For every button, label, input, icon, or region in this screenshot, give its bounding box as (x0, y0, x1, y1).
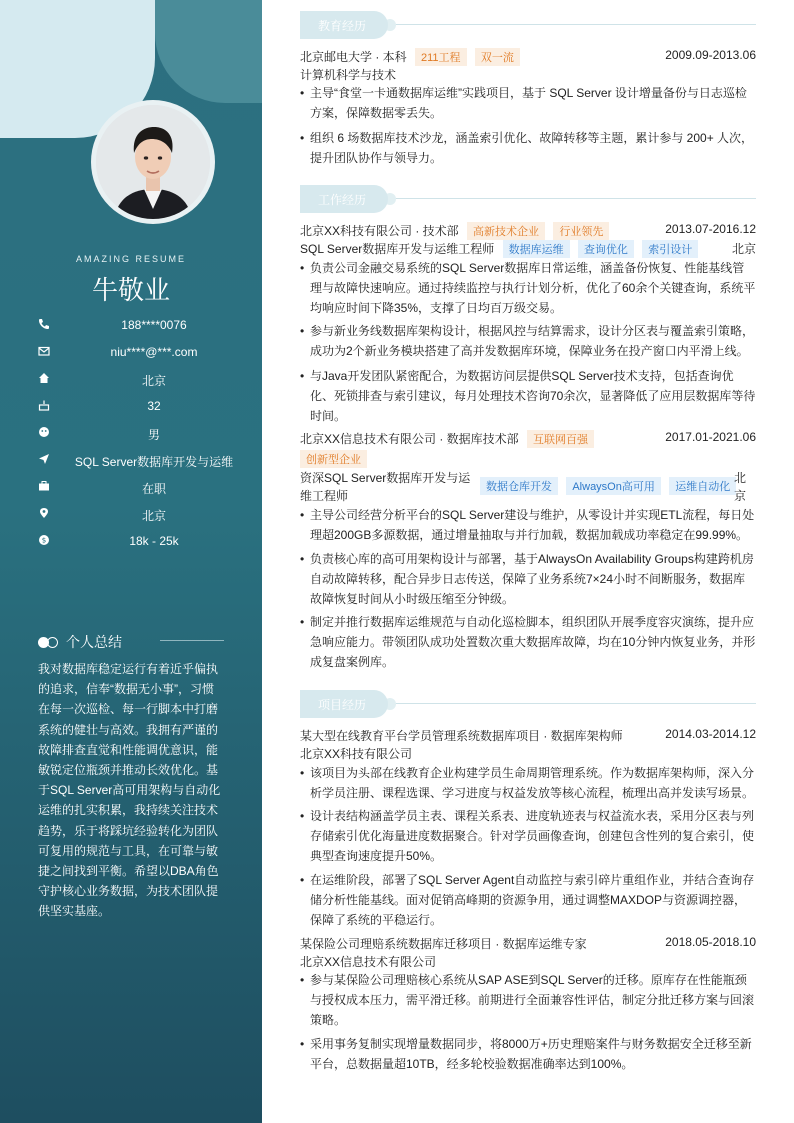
avatar-photo-icon (96, 105, 210, 219)
school-tag: 双一流 (475, 48, 520, 66)
resume-tagline: AMAZING RESUME (75, 254, 186, 264)
section-header-project (300, 690, 756, 718)
education-major: 计算机科学与技术 (300, 68, 397, 82)
project-title: 某大型在线教育平台学员管理系统数据库项目 · 数据库架构师 (300, 729, 623, 743)
work-date: 2013.07-2016.12 (665, 222, 756, 236)
section-divider (388, 703, 756, 704)
bullet-text: 制定并推行数据库运维规范与自动化巡检脚本，组织团队开展季度容灾演练，提升应急响应能力。带领团队成功处置数次重大数据库故障，均在10分钟内恢复业务，并形成复盘案例库。 (310, 615, 756, 670)
info-gender (38, 424, 238, 444)
project-header (300, 935, 756, 952)
bullet-text: 负责核心库的高可用架构设计与部署，基于AlwaysOn Availability Groups构建跨机房自动故障转移，配合异步日志传送，保障了业务系统7×24小时不间断服务，数据库故障恢复时间从小时级压缩至分钟级。 (310, 552, 754, 607)
gender-text: 男 (147, 428, 160, 442)
bullet-text: 参与新业务线数据库架构设计，根据风控与结算需求，设计分区表与覆盖索引策略，成功为2个新业务模块搭建了高并发数据库环境，保障业务在投产窗口内平滑上线。 (310, 324, 755, 359)
role-tag: 数据库运维 (503, 240, 570, 258)
school-tag: 211工程 (415, 48, 467, 66)
city-text: 北京 (141, 509, 166, 523)
education-date: 2009.09-2013.06 (665, 48, 756, 62)
bullet-text: 在运维阶段，部署了SQL Server Agent自动监控与索引碎片重组作业，并结合查询存储分析性能基线。面对促销高峰期的资源争用，通过调整MAXDOP与资源调控器，保障了系统的平稳运行。 (310, 873, 755, 928)
job-target-text: SQL Server数据库开发与运维 (74, 455, 234, 469)
candidate-name: 牛敬业 (91, 275, 170, 305)
bullet-text: 负责公司金融交易系统的SQL Server数据库日常运维，涵盖备份恢复、性能基线管理与故障快速响应。通过持续监控与执行计划分析，优化了60余个关键查询，系统平均响应时间下降35%，支撑了日均百万级交易。 (310, 261, 756, 316)
bullet-text: 主导公司经营分析平台的SQL Server建设与维护，从零设计并实现ETL流程，每日处理超200GB多源数据，通过增量抽取与并行加载，数据加载成功率稳定在99.99%。 (310, 508, 755, 543)
section-header-education (300, 11, 756, 39)
bullet-text: 组织 6 场数据库技术沙龙，涵盖索引优化、故障转移等主题，累计参与 200+ 人次，提升团队协作与领导力。 (310, 131, 754, 166)
phone-text: 188****0076 (121, 318, 187, 332)
company-name: 北京XX科技有限公司 · 技术部 (300, 224, 459, 238)
role-tag: 数据仓库开发 (480, 477, 558, 495)
education-header (300, 48, 756, 66)
section-divider (388, 24, 756, 25)
email-text: niu****@***.com (110, 345, 198, 359)
role-tag: AlwaysOn高可用 (566, 477, 661, 495)
work-city: 北京 (731, 242, 756, 256)
info-age (38, 397, 238, 417)
section-pill (300, 185, 388, 213)
project-company: 北京XX信息技术有限公司 (300, 955, 437, 969)
work-role-row (300, 469, 756, 505)
summary-heading (38, 632, 122, 652)
section-divider (388, 198, 756, 199)
avatar (96, 105, 210, 219)
work-tag-row (300, 450, 756, 468)
section-title: 项目经历 (318, 698, 367, 712)
avatar-frame (91, 100, 215, 224)
status-text: 在职 (141, 482, 166, 496)
role-title: SQL Server数据库开发与运维工程师 (300, 242, 495, 256)
project-header (300, 727, 756, 744)
company-tag: 互联网百强 (527, 430, 594, 448)
summary-heading-text: 个人总结 (66, 634, 122, 650)
summary-divider (160, 640, 224, 641)
section-pill (300, 690, 388, 718)
decoration-shape (155, 0, 262, 103)
bullet-text: 主导“食堂一卡通数据库运维”实践项目，基于 SQL Server 设计增量备份与日志巡检方案，保障数据零丢失。 (310, 86, 747, 121)
age-text: 32 (147, 399, 161, 413)
role-tag: 运维自动化 (669, 477, 736, 495)
work-header (300, 222, 756, 240)
summary-text: 我对数据库稳定运行有着近乎偏执的追求，信奉“数据无小事”，习惯在每一次巡检、每一行脚本中打磨系统的健壮与高效。我拥有严谨的故障排查直觉和性能调优意识，能敏锐定位瓶颈并推动长效优化。基于SQL Server高可用架构与自动化运维的扎实积累，我持续关注技术趋势，乐于将踩坑经验转化为团队可复用的规范与工具，在可靠与敏捷之间找到平衡。希望以DBA角色守护核心业务数据，为技术团队提供坚实基座。 (38, 662, 221, 919)
circle-dots-icon (38, 636, 58, 648)
info-city (38, 505, 238, 525)
company-name: 北京XX信息技术有限公司 · 数据库技术部 (300, 432, 519, 446)
work-header (300, 430, 756, 448)
role-tag: 索引设计 (642, 240, 698, 258)
info-phone (38, 316, 238, 336)
company-tag: 高新技术企业 (467, 222, 545, 240)
svg-text:$: $ (41, 536, 47, 545)
bullet-text: 参与某保险公司理赔核心系统从SAP ASE到SQL Server的迁移。原库存在性能瓶颈与授权成本压力，需平滑迁移。前期进行全面兼容性评估，制定分批迁移方案与回滚策略。 (310, 973, 755, 1028)
project-date: 2014.03-2014.12 (665, 727, 756, 741)
info-status (38, 478, 238, 498)
bullet-text: 采用事务复制实现增量数据同步，将8000万+历史理赔案件与财务数据安全迁移至新平台，总数据量超10TB，经多轮校验数据准确率达到100%。 (310, 1037, 752, 1072)
info-email (38, 343, 238, 363)
project-company: 北京XX科技有限公司 (300, 747, 413, 761)
work-city: 北京 (734, 471, 747, 503)
role-title: 资深SQL Server数据库开发与运维工程师 (300, 471, 471, 503)
section-title: 教育经历 (318, 19, 367, 33)
bullet-text: 与Java开发团队紧密配合，为数据访问层提供SQL Server技术支持，包括查询优化、死锁排查与索引建议，每月处理技术咨询70余次，显著降低了应用层数据库等待时间。 (310, 369, 756, 424)
project-date: 2018.05-2018.10 (665, 935, 756, 949)
work-role-row (300, 240, 756, 258)
salary-text: 18k - 25k (129, 534, 179, 548)
bullet-text: 设计表结构涵盖学员主表、课程关系表、进度轨迹表与权益流水表，采用分区表与列存储索引优化海量进度数据聚合。针对学员画像查询，创建包含性列的复合索引，使典型查询速度提升50%。 (310, 809, 755, 864)
section-title: 工作经历 (318, 193, 367, 207)
section-pill (300, 11, 388, 39)
work-date: 2017.01-2021.06 (665, 430, 756, 444)
role-tag: 查询优化 (578, 240, 634, 258)
bullet-text: 该项目为头部在线教育企业构建学员生命周期管理系统。作为数据库架构师，深入分析学员注册、课程选课、学习进度与权益发放等核心流程，梳理出高并发读写场景。 (310, 766, 755, 801)
company-tag: 行业领先 (553, 222, 609, 240)
info-job-target (38, 451, 238, 471)
info-salary (38, 532, 238, 552)
section-header-work (300, 185, 756, 213)
info-home (38, 370, 238, 390)
home-text: 北京 (141, 374, 166, 388)
project-title: 某保险公司理赔系统数据库迁移项目 · 数据库运维专家 (300, 937, 587, 951)
school-name: 北京邮电大学 · 本科 (300, 50, 407, 64)
company-tag: 创新型企业 (300, 450, 367, 468)
sidebar (0, 0, 262, 1123)
